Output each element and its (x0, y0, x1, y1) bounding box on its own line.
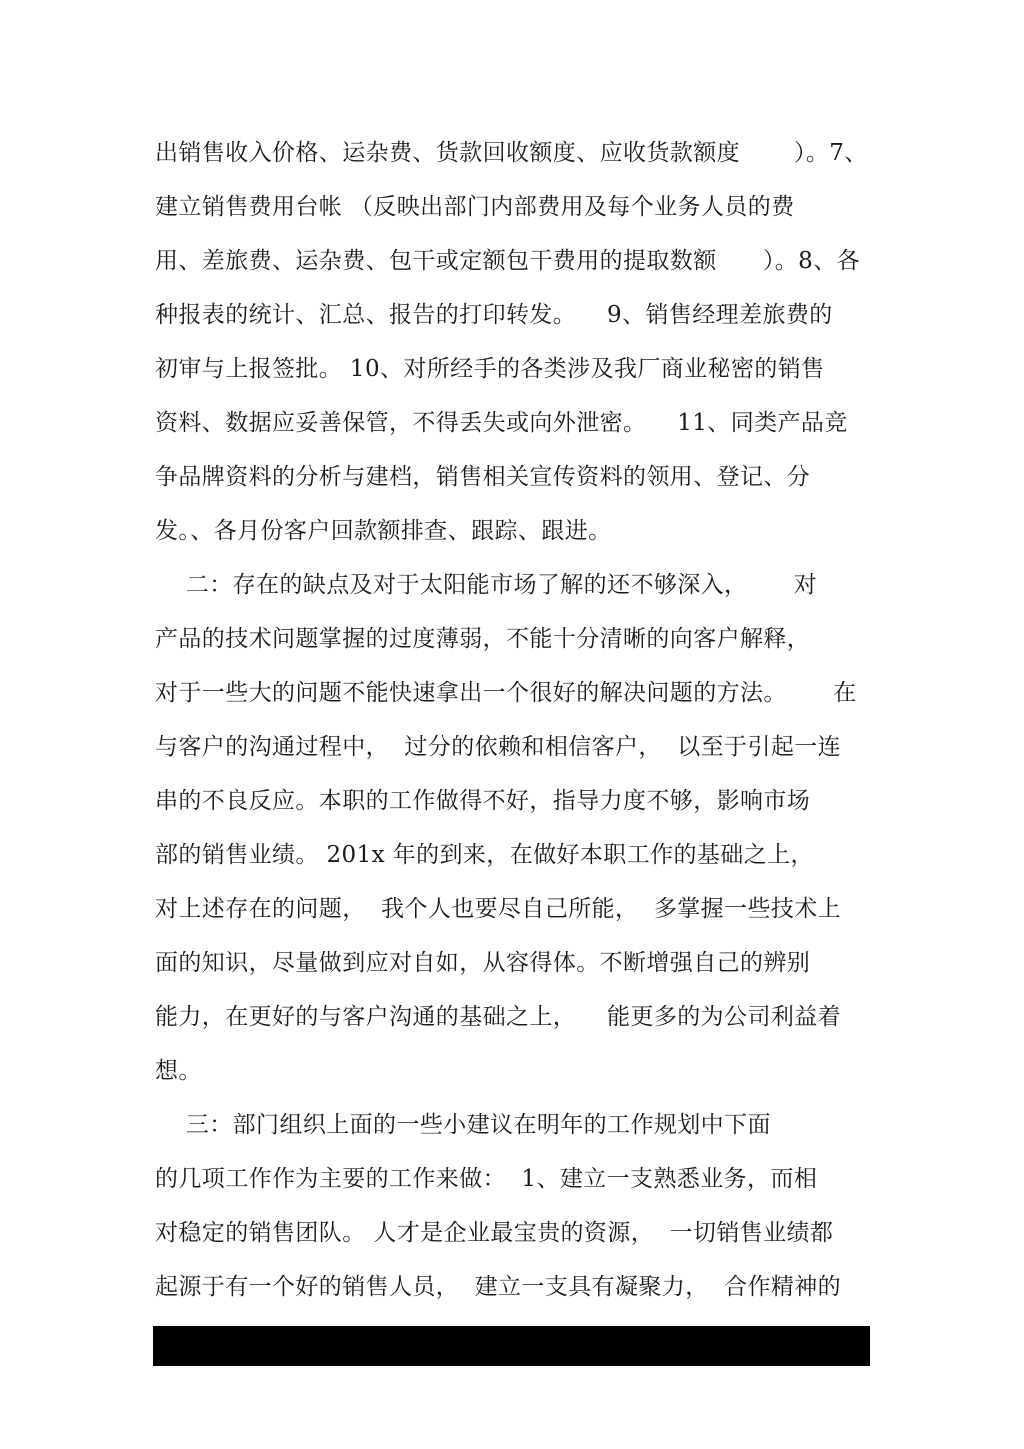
text-line: 用、差旅费、运杂费、包干或定额包干费用的提取数额 ）。8、各 (155, 248, 860, 274)
text-line: 对上述存在的问题， 我个人也要尽自己所能， 多掌握一些技术上 (155, 896, 842, 922)
footer-bar (153, 1326, 870, 1366)
text-line: 想。 (155, 1058, 202, 1084)
paragraph-two-heading: 二：存在的缺点及对于太阳能市场了解的还不够深入， 对 (155, 572, 818, 598)
text-line: 建立销售费用台帐 （反映出部门内部费用及每个业务人员的费 (155, 194, 795, 220)
text-line: 对稳定的销售团队。 人才是企业最宝贵的资源， 一切销售业绩都 (155, 1220, 834, 1246)
text-line: 的几项工作作为主要的工作来做： 1、建立一支熟悉业务，而相 (155, 1166, 818, 1192)
text-line: 初审与上报签批。 10、对所经手的各类涉及我厂商业秘密的销售 (155, 356, 825, 382)
text-line: 种报表的统计、汇总、报告的打印转发。 9、销售经理差旅费的 (155, 302, 833, 328)
text-line: 能力，在更好的与客户沟通的基础之上， 能更多的为公司利益着 (155, 1004, 842, 1030)
text-line: 对于一些大的问题不能快速拿出一个很好的解决问题的方法。 在 (155, 680, 857, 706)
text-line: 面的知识，尽量做到应对自如，从容得体。不断增强自己的辨别 (155, 950, 811, 976)
text-line: 争品牌资料的分析与建档，销售相关宣传资料的领用、登记、分 (155, 464, 811, 490)
text-line: 资料、数据应妥善保管，不得丢失或向外泄密。 11、同类产品竞 (155, 410, 848, 436)
text-line: 串的不良反应。本职的工作做得不好，指导力度不够，影响市场 (155, 788, 811, 814)
text-line: 产品的技术问题掌握的过度薄弱，不能十分清晰的向客户解释， (155, 626, 811, 652)
text-line: 起源于有一个好的销售人员， 建立一支具有凝聚力， 合作精神的 (155, 1274, 842, 1300)
text-line: 与客户的沟通过程中， 过分的依赖和相信客户， 以至于引起一连 (155, 734, 842, 760)
paragraph-three-heading: 三：部门组织上面的一些小建议在明年的工作规划中下面 (155, 1112, 771, 1138)
text-line: 发。、各月份客户回款额排查、跟踪、跟进。 (155, 518, 612, 544)
text-line: 出销售收入价格、运杂费、货款回收额度、应收货款额度 ）。7、 (155, 140, 868, 166)
text-line: 部的销售业绩。 201x 年的到来，在做好本职工作的基础之上， (155, 842, 814, 868)
